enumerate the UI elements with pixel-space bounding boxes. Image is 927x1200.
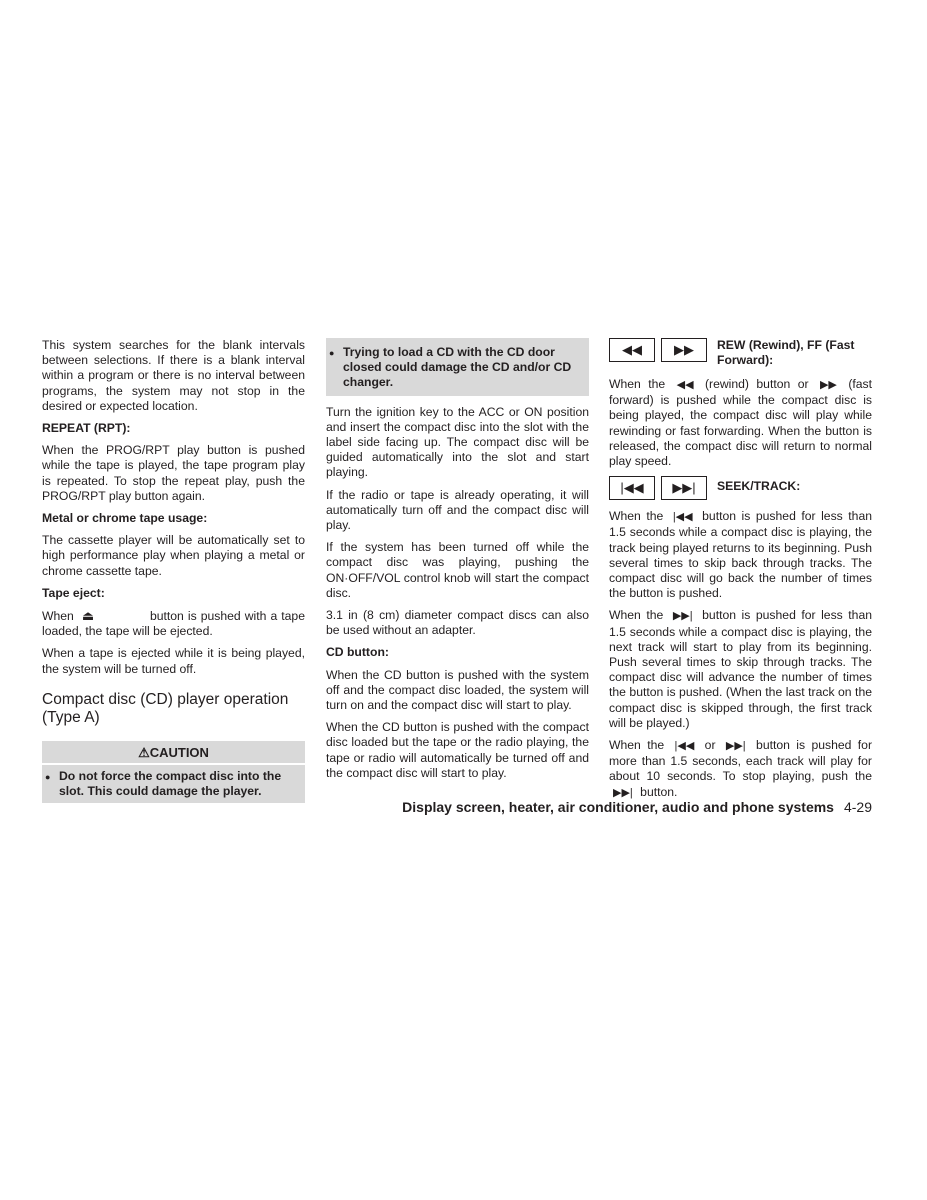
eject-pre-text: When — [42, 609, 74, 624]
caution-box — [42, 741, 305, 804]
cd-door-warning-text: Trying to load a CD with the CD door closed could damage the CD and/or CD changer. — [343, 345, 572, 390]
seek3-or: or — [704, 738, 716, 753]
rew-text-c: (fast forward) is pushed while the compact disc is being played, the compact disc will play while rewinding or fast forwarding. When the button is released, the compact disc will return to normal play speed. — [609, 377, 873, 469]
caution-item — [42, 765, 305, 803]
rew-ff-paragraph — [609, 377, 872, 469]
next-track-inline-icon: ▶▶| — [725, 740, 746, 753]
repeat-paragraph: When the PROG/RPT play button is pushed while the tape is played, the tape program play is repeated. To stop the repeat play, push the PROG/RPT play button again. — [42, 443, 305, 503]
warning-icon: ⚠ — [138, 744, 150, 760]
prev-track-inline-icon: |◀◀ — [672, 511, 693, 524]
cd-door-warning — [326, 338, 589, 396]
rew-ff-icons — [609, 338, 707, 362]
column-right — [609, 338, 872, 808]
seek3-text-a: When the — [609, 738, 665, 753]
column-left — [42, 338, 305, 803]
repeat-heading: REPEAT (RPT): — [42, 421, 131, 436]
rewind-inline-icon: ◀◀ — [676, 379, 694, 391]
seek3-text-c: button. — [640, 784, 678, 799]
seek-track-icons — [609, 476, 707, 500]
bullet-icon: ● — [45, 772, 51, 783]
column-middle — [326, 338, 589, 788]
metal-tape-paragraph: The cassette player will be automatically set to high performance play when playing a metal or chrome cassette tape. — [42, 533, 305, 578]
rew-text-a: When the — [609, 377, 666, 391]
seek-track-header — [609, 476, 872, 500]
seek-prev-paragraph — [609, 509, 872, 601]
eject-post-text: button is pushed with a tape loaded, the tape will be ejected. — [42, 609, 305, 639]
seek-hold-paragraph — [609, 738, 872, 801]
fast-forward-inline-icon: ▶▶ — [819, 379, 837, 391]
prev-track-icon: |◀◀ — [609, 476, 655, 500]
metal-tape-heading: Metal or chrome tape usage: — [42, 511, 208, 526]
caution-header — [42, 741, 305, 765]
rew-ff-header — [609, 338, 872, 368]
tape-eject-paragraph — [42, 608, 305, 639]
intro-paragraph: This system searches for the blank intervals between selections. If there is a blank interval within a program or there is no interval between programs, the system may not stop in the desired or expected location. — [42, 338, 305, 413]
footer-title: Display screen, heater, air conditioner, audio and phone systems — [402, 799, 834, 815]
tape-eject-heading: Tape eject: — [42, 585, 105, 600]
section-title: Compact disc (CD) player operation (Type A) — [42, 690, 289, 726]
cd-button-heading: CD button: — [326, 645, 389, 660]
bullet-icon: ● — [329, 348, 335, 358]
cd-button-paragraph-2: When the CD button is pushed with the compact disc loaded but the tape or the radio playing, the tape or radio will automatically be turned off and the compact disc will start to play. — [326, 720, 589, 780]
seek-next-paragraph — [609, 608, 872, 731]
page-number: 4-29 — [843, 799, 872, 815]
seek1-text-b: button is pushed for less than 1.5 seconds while a compact disc is playing, the track being played returns to its beginning. Push several times to skip back through tracks. The compact disc will go back the number of times the button is pushed. — [609, 509, 873, 601]
page-footer — [400, 799, 872, 815]
prev-track-inline-icon: |◀◀ — [674, 740, 695, 753]
rew-ff-label: REW (Rewind), FF (Fast Forward): — [717, 338, 855, 367]
fast-forward-icon: ▶▶ — [661, 338, 707, 362]
seek1-text-a: When the — [609, 509, 664, 524]
system-off-paragraph: If the system has been turned off while the compact disc was playing, pushing the ON·OFF/VOL control knob will start the compact disc. — [326, 540, 589, 600]
cd-button-paragraph-1: When the CD button is pushed with the system off and the compact disc loaded, the system will turn on and the compact disc will start to play. — [326, 667, 589, 713]
rew-text-b: (rewind) button or — [704, 377, 809, 391]
caution-text: Do not force the compact disc into the slot. This could damage the player. — [59, 769, 282, 799]
seek2-text-b: button is pushed for less than 1.5 seconds while a compact disc is playing, the next track will start to play from its beginning. Push several times to skip through tracks. The compact disc will advance the number of times the button is pushed. (When the last track on the compact disc is skipped through, the first track will be played.) — [609, 608, 873, 730]
radio-paragraph: If the radio or tape is already operating, it will automatically turn off and the compact disc will play. — [326, 487, 589, 533]
eject-icon: ⏏ — [81, 608, 95, 624]
seek2-text-a: When the — [609, 608, 664, 623]
tape-eject-paragraph-2: When a tape is ejected while it is being played, the system will be turned off. — [42, 646, 305, 676]
insert-paragraph: Turn the ignition key to the ACC or ON position and insert the compact disc into the slot with the label side facing up. The compact disc will be guided automatically into the slot and start playing. — [326, 404, 589, 480]
seek3-text-b: button is pushed for more than 1.5 seconds, each track will play for about 10 seconds. To stop playing, push the — [609, 738, 873, 784]
next-track-inline-icon: ▶▶| — [613, 786, 633, 799]
seek-track-label: SEEK/TRACK: — [717, 479, 801, 494]
caution-title: CAUTION — [149, 744, 209, 760]
rewind-icon: ◀◀ — [609, 338, 655, 362]
small-disc-paragraph: 3.1 in (8 cm) diameter compact discs can also be used without an adapter. — [326, 608, 589, 638]
next-track-icon: ▶▶| — [661, 476, 707, 500]
next-track-inline-icon: ▶▶| — [672, 610, 693, 623]
